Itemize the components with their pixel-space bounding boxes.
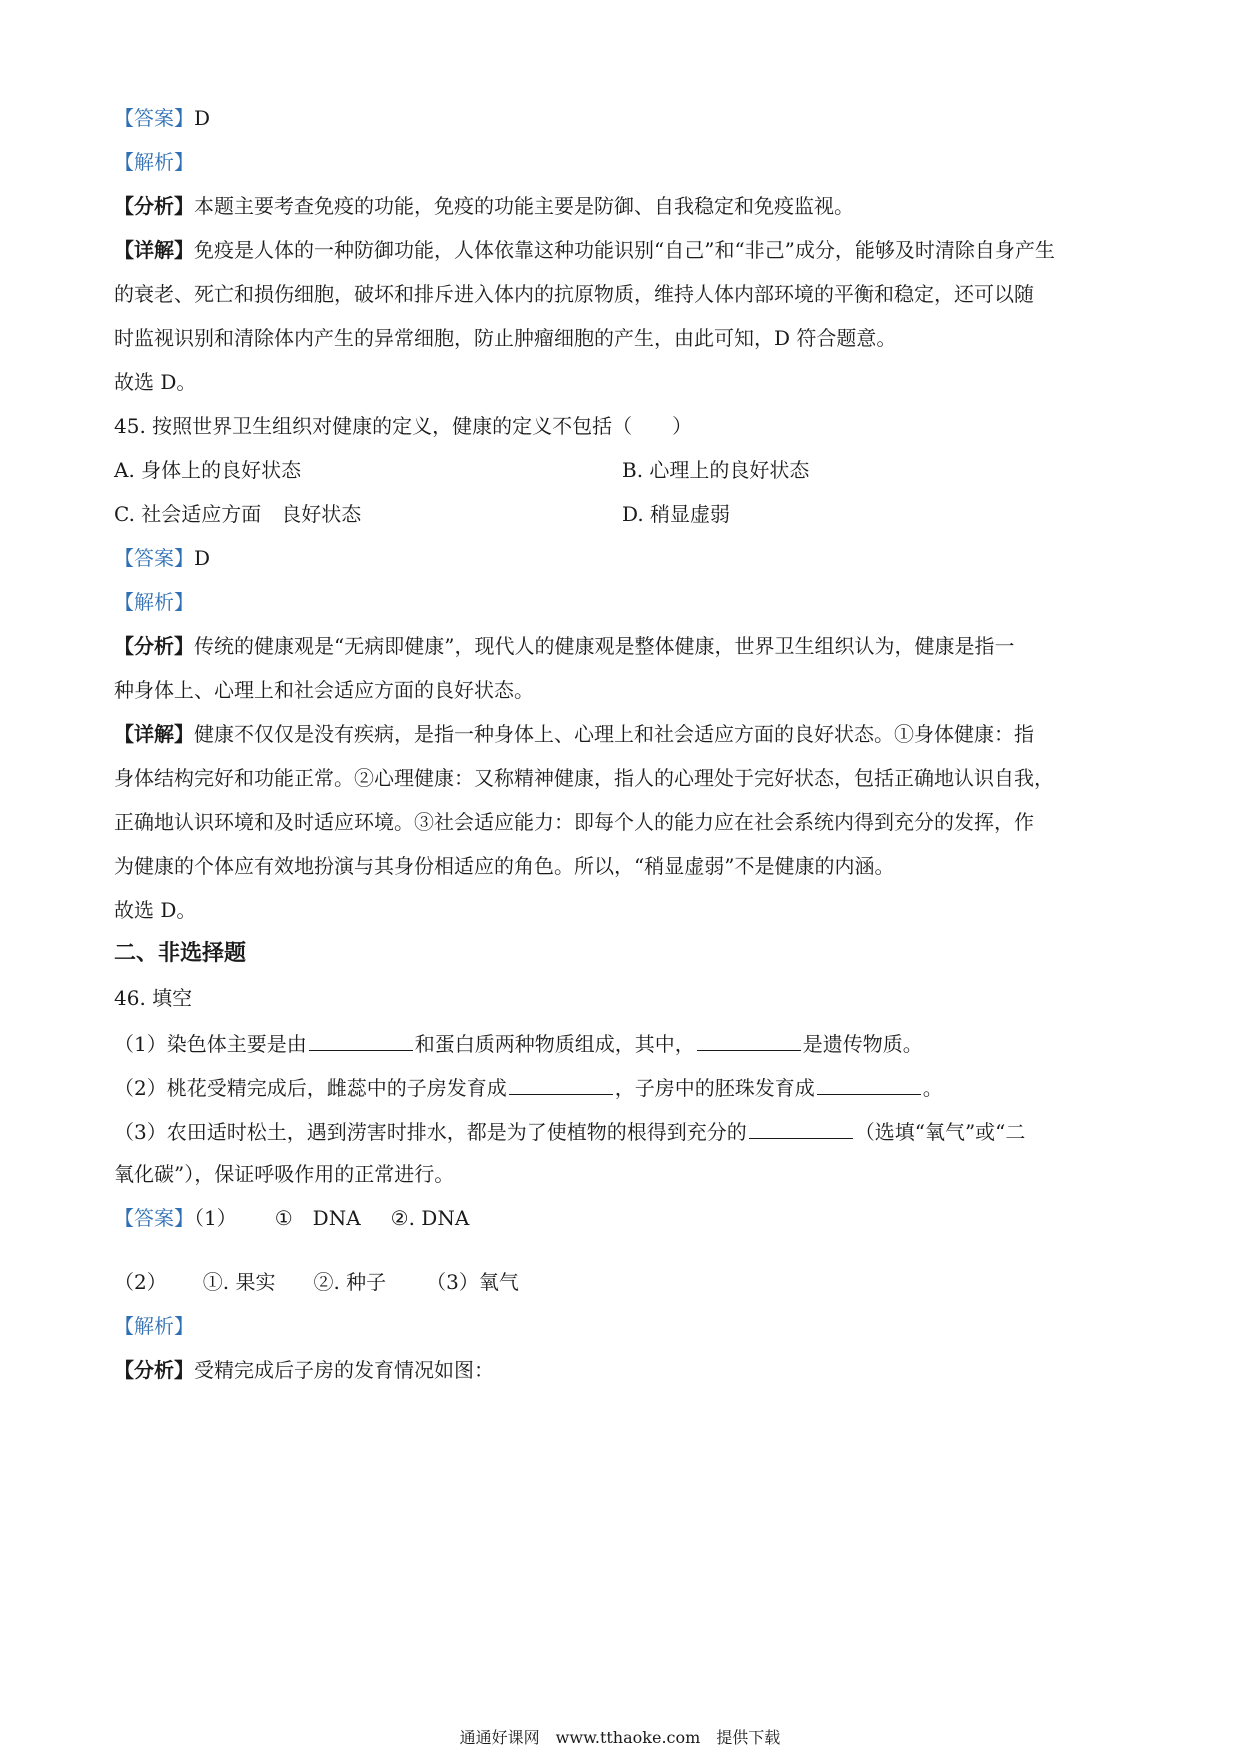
q44-fenxi-line xyxy=(114,192,1134,220)
xiangjie-text: 免疫是人体的一种防御功能，人体依靠这种功能识别“自己”和“非己”成分，能够及时清除自身产生 xyxy=(194,238,1055,262)
q44-answer-line xyxy=(114,104,1134,132)
fenxi-text: 受精完成后子房的发育情况如图： xyxy=(194,1358,494,1382)
answer-2-a: ①. 果实 xyxy=(202,1270,276,1294)
answer-2-label: （2） xyxy=(114,1270,167,1294)
q45-option-a: A. 身体上的良好状态 xyxy=(114,458,302,482)
q44-xiangjie-line-3: 时监视识别和清除体内产生的异常细胞，防止肿瘤细胞的产生，由此可知，D 符合题意。 xyxy=(114,326,897,350)
answer-tag: 【答案】 xyxy=(114,546,194,570)
q46-part-2 xyxy=(114,1072,1134,1102)
fenxi-tag: 【分析】 xyxy=(114,194,194,218)
fenxi-text: 传统的健康观是“无病即健康”，现代人的健康观是整体健康，世界卫生组织认为，健康是指一 xyxy=(194,634,1015,658)
q45-answer-line xyxy=(114,544,1134,572)
q45-stem: 45. 按照世界卫生组织对健康的定义，健康的定义不包括（ ） xyxy=(114,414,693,438)
q46-fenxi-line xyxy=(114,1356,1134,1384)
answer-value: D xyxy=(194,546,211,570)
q46-stem: 46. 填空 xyxy=(114,986,193,1010)
q45-xiangjie-line-1 xyxy=(114,720,1134,748)
answer-tag: 【答案】 xyxy=(114,1206,194,1230)
fill-blank[interactable] xyxy=(817,1072,921,1095)
jiexi-tag: 【解析】 xyxy=(114,1314,194,1338)
fill-blank[interactable] xyxy=(749,1116,853,1139)
q45-fenxi-line-2: 种身体上、心理上和社会适应方面的良好状态。 xyxy=(114,678,534,702)
q45-xiangjie-line-4: 为健康的个体应有效地扮演与其身份相适应的角色。所以，“稍显虚弱”不是健康的内涵。 xyxy=(114,854,895,878)
q45-jiexi-line xyxy=(114,588,1134,616)
part-1-text-b: 和蛋白质两种物质组成，其中， xyxy=(414,1032,695,1056)
part-1-text-c: 是遗传物质。 xyxy=(802,1032,923,1056)
page-footer: 通通好课网 www.tthaoke.com 提供下载 xyxy=(459,1728,781,1747)
answer-value: D xyxy=(194,106,211,130)
xiangjie-text: 健康不仅仅是没有疾病，是指一种身体上、心理上和社会适应方面的良好状态。①身体健康：指 xyxy=(194,722,1034,746)
fenxi-tag: 【分析】 xyxy=(114,634,194,658)
xiangjie-tag: 【详解】 xyxy=(114,722,194,746)
part-2-text-a: （2）桃花受精完成后，雌蕊中的子房发育成 xyxy=(114,1076,507,1100)
part-3-text-b: （选填“氧气”或“二 xyxy=(854,1120,1026,1144)
answer-1-a: ① DNA xyxy=(274,1206,361,1230)
q44-xiangjie-line-1 xyxy=(114,236,1134,264)
q46-part-1 xyxy=(114,1028,1134,1058)
fenxi-text: 本题主要考查免疫的功能，免疫的功能主要是防御、自我稳定和免疫监视。 xyxy=(194,194,854,218)
q44-xiangjie-line-2: 的衰老、死亡和损伤细胞，破坏和排斥进入体内的抗原物质，维持人体内部环境的平衡和稳定，还可以随 xyxy=(114,282,1034,306)
part-2-text-b: ，子房中的胚珠发育成 xyxy=(614,1076,815,1100)
jiexi-tag: 【解析】 xyxy=(114,150,194,174)
q45-option-b: B. 心理上的良好状态 xyxy=(622,458,810,482)
q44-jiexi-line xyxy=(114,148,1134,176)
answer-1-label: （1） xyxy=(194,1206,237,1230)
q46-part-3-cont: 氧化碳”），保证呼吸作用的正常进行。 xyxy=(114,1162,455,1186)
fill-blank[interactable] xyxy=(309,1028,413,1051)
q45-xiangjie-line-2: 身体结构完好和功能正常。②心理健康：又称精神健康，指人的心理处于完好状态，包括正确地认识自我， xyxy=(114,766,1054,790)
q45-fenxi-line-1 xyxy=(114,632,1134,660)
fill-blank[interactable] xyxy=(697,1028,801,1051)
q45-option-c: C. 社会适应方面 良好状态 xyxy=(114,502,362,526)
q45-option-d: D. 稍显虚弱 xyxy=(622,502,731,526)
xiangjie-tag: 【详解】 xyxy=(114,238,194,262)
q46-answer-line xyxy=(114,1204,1134,1232)
section-heading: 二、非选择题 xyxy=(114,941,247,966)
answer-tag: 【答案】 xyxy=(114,106,194,130)
fenxi-tag: 【分析】 xyxy=(114,1358,194,1382)
q46-answer-line-2 xyxy=(114,1268,1134,1296)
q46-part-3 xyxy=(114,1116,1134,1146)
answer-3: （3）氧气 xyxy=(426,1270,519,1294)
answer-1-b: ②. DNA xyxy=(390,1206,470,1230)
part-1-text-a: （1）染色体主要是由 xyxy=(114,1032,307,1056)
q45-xiangjie-line-3: 正确地认识环境和及时适应环境。③社会适应能力：即每个人的能力应在社会系统内得到充分的发挥，作 xyxy=(114,810,1034,834)
answer-2-b: ②. 种子 xyxy=(313,1270,387,1294)
q45-conclusion: 故选 D。 xyxy=(114,898,197,922)
fill-blank[interactable] xyxy=(509,1072,613,1095)
jiexi-tag: 【解析】 xyxy=(114,590,194,614)
q44-conclusion: 故选 D。 xyxy=(114,370,197,394)
part-3-text-a: （3）农田适时松土，遇到涝害时排水，都是为了使植物的根得到充分的 xyxy=(114,1120,747,1144)
part-2-text-c: 。 xyxy=(922,1076,943,1100)
q46-jiexi-line xyxy=(114,1312,1134,1340)
